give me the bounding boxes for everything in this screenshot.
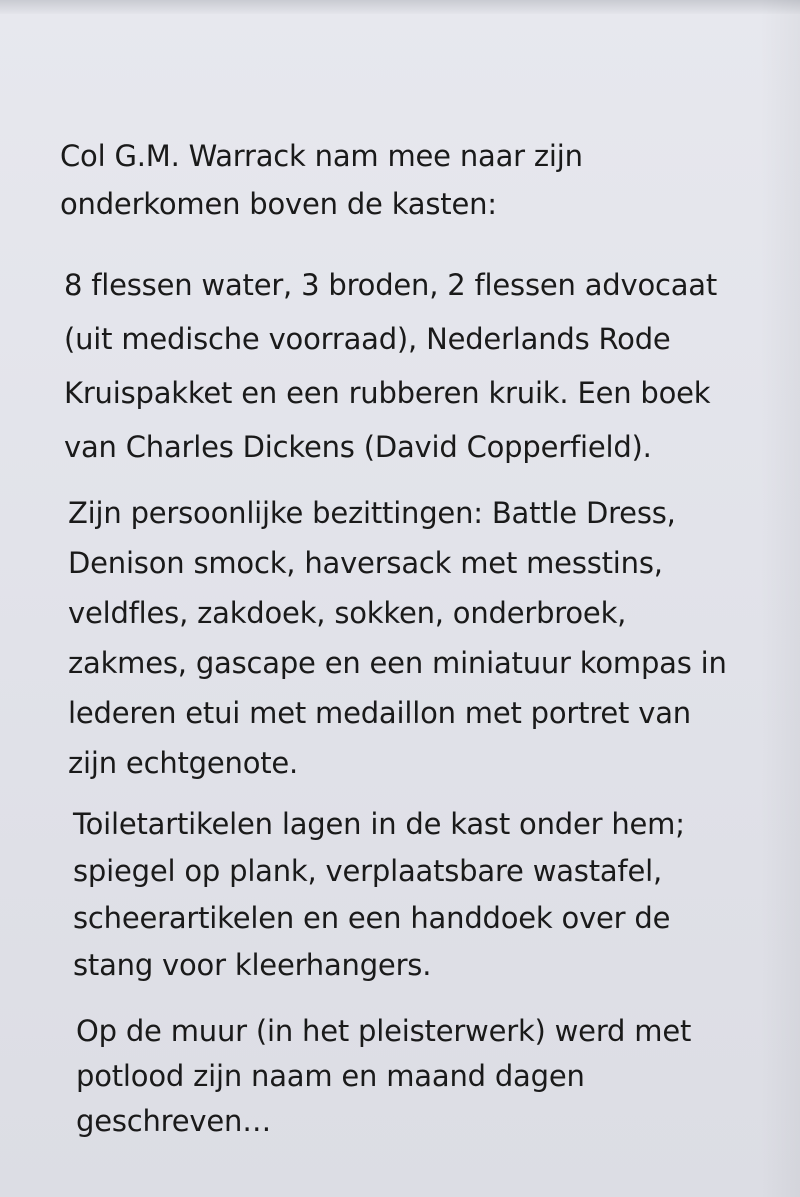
wall-line: potlood zijn naam en maand dagen <box>76 1059 585 1093</box>
wall-line: Op de muur (in het pleisterwerk) werd met <box>76 1014 692 1048</box>
items-paragraph <box>64 258 717 474</box>
belongings-line: Zijn persoonlijke bezittingen: Battle Dress, <box>68 496 676 530</box>
intro-line: onderkomen boven de kasten: <box>60 187 497 221</box>
wall-line: geschreven… <box>76 1104 271 1138</box>
intro-paragraph <box>60 132 583 228</box>
paper-top-edge <box>0 0 800 14</box>
belongings-line: zijn echtgenote. <box>68 746 299 780</box>
belongings-paragraph <box>68 488 727 788</box>
toiletries-line: Toiletartikelen lagen in de kast onder hem; <box>73 807 685 841</box>
items-line: (uit medische voorraad), Nederlands Rode <box>64 322 671 356</box>
toiletries-line: spiegel op plank, verplaatsbare wastafel, <box>73 854 662 888</box>
belongings-line: veldfles, zakdoek, sokken, onderbroek, <box>68 596 627 630</box>
paper-shadow <box>760 0 800 1197</box>
items-line: van Charles Dickens (David Copperfield). <box>64 430 652 464</box>
toiletries-line: stang voor kleerhangers. <box>73 948 432 982</box>
wall-paragraph <box>76 1009 691 1144</box>
toiletries-line: scheerartikelen en een handdoek over de <box>73 901 671 935</box>
items-line: 8 flessen water, 3 broden, 2 flessen advocaat <box>64 268 718 302</box>
intro-line: Col G.M. Warrack nam mee naar zijn <box>60 139 583 173</box>
items-line: Kruispakket en een rubberen kruik. Een boek <box>64 376 711 410</box>
belongings-line: Denison smock, haversack met messtins, <box>68 546 663 580</box>
toiletries-paragraph <box>73 801 685 989</box>
belongings-line: lederen etui met medaillon met portret van <box>68 696 691 730</box>
belongings-line: zakmes, gascape en een miniatuur kompas in <box>68 646 727 680</box>
